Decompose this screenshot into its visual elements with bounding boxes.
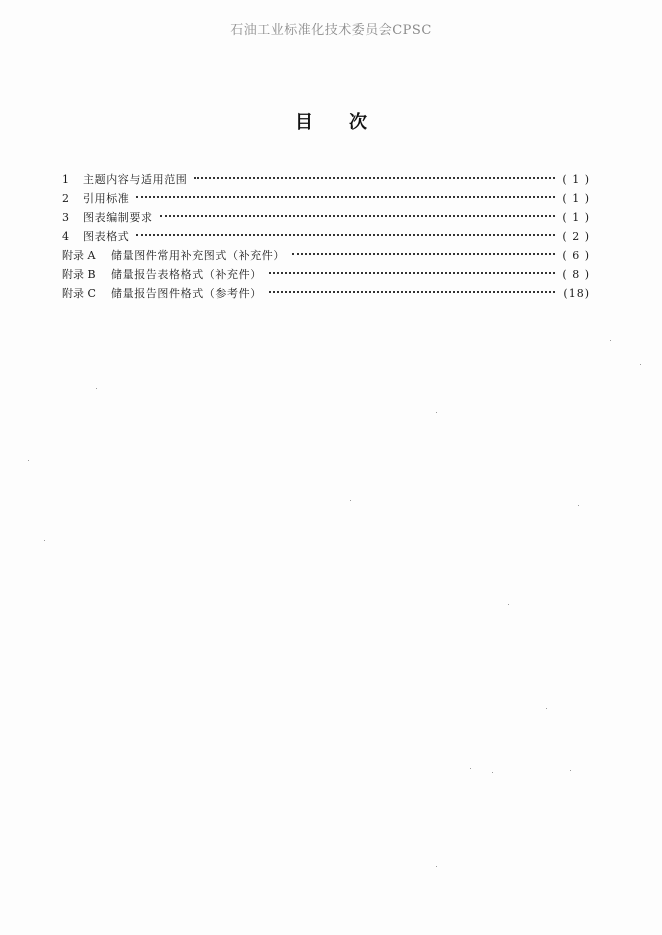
toc-entry-number: 附录 A [62, 249, 96, 262]
toc-entry-number: 3 [62, 211, 69, 224]
toc-leader-dots [269, 291, 555, 293]
toc-leader-dots [136, 196, 555, 198]
toc-entry-number: 附录 C [62, 287, 96, 300]
toc-leader-dots [269, 272, 555, 274]
toc-entry[interactable] [62, 170, 590, 189]
toc-entry-page: ( 2 ) [562, 230, 590, 243]
toc-entry-title: 图表格式 [83, 230, 130, 243]
toc-entry-page: ( 1 ) [562, 173, 590, 186]
toc-entry-title: 主题内容与适用范围 [83, 173, 188, 186]
table-of-contents [62, 170, 590, 303]
toc-leader-dots [160, 215, 555, 217]
toc-entry-number: 4 [62, 230, 69, 243]
toc-entry-title: 储量图件常用补充图式（补充件） [111, 249, 285, 262]
toc-entry[interactable] [62, 265, 590, 284]
title-char-1: 目 [295, 112, 313, 133]
toc-leader-dots [136, 234, 555, 236]
toc-entry-page: ( 8 ) [562, 268, 590, 281]
toc-leader-dots [194, 177, 555, 179]
toc-entry[interactable] [62, 208, 590, 227]
toc-entry-number: 2 [62, 192, 69, 205]
toc-entry-page: ( 6 ) [562, 249, 590, 262]
toc-leader-dots [292, 253, 555, 255]
toc-entry-title: 储量报告表格格式（补充件） [111, 268, 262, 281]
toc-entry[interactable] [62, 189, 590, 208]
toc-entry-page: ( 1 ) [562, 192, 590, 205]
toc-entry[interactable] [62, 246, 590, 265]
title-char-2: 次 [349, 112, 367, 133]
toc-entry-number: 附录 B [62, 268, 96, 281]
toc-entry-title: 引用标准 [83, 192, 130, 205]
page-header: 石油工业标准化技术委员会CPSC [230, 23, 432, 38]
toc-entry[interactable] [62, 227, 590, 246]
toc-entry-title: 储量报告图件格式（参考件） [111, 287, 262, 300]
toc-entry[interactable] [62, 284, 590, 303]
toc-entry-page: (18) [563, 287, 590, 300]
toc-entry-page: ( 1 ) [562, 211, 590, 224]
toc-entry-title: 图表编制要求 [83, 211, 153, 224]
page-title [0, 108, 662, 134]
toc-entry-number: 1 [62, 173, 69, 186]
